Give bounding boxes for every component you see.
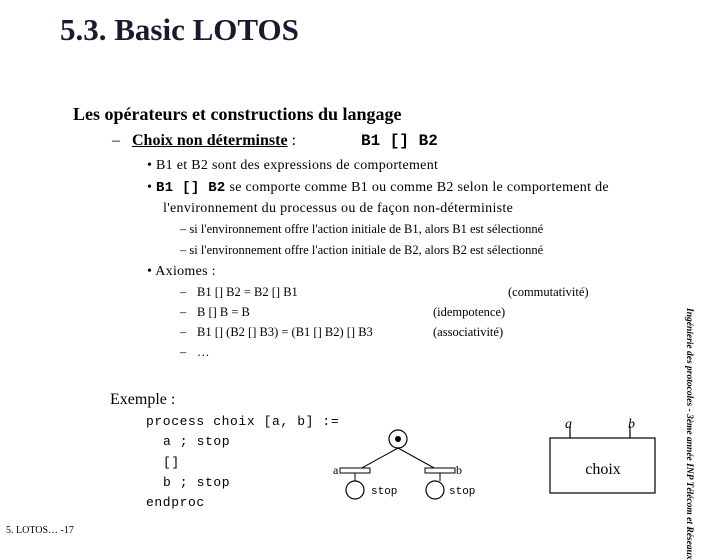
axiom-name: (associativité) xyxy=(433,325,504,339)
axiom-dash: – xyxy=(180,305,187,319)
axiom-expr: B1 [] B2 = B2 [] B1 xyxy=(197,285,298,299)
code-line: b ; stop xyxy=(163,475,231,490)
action-label-b: b xyxy=(456,463,462,477)
action-bar-a xyxy=(340,468,370,473)
bullet-behaviour-text: se comporte comme B1 ou comme B2 selon le comportement de xyxy=(229,180,609,195)
bullet-operator-code: B1 [] B2 xyxy=(156,180,226,196)
axiom-name: (idempotence) xyxy=(433,305,506,319)
axiom-expr: B1 [] (B2 [] B3) = (B1 [] B2) [] B3 xyxy=(197,325,373,339)
axiom-name: (commutativité) xyxy=(508,285,589,299)
section-heading: Les opérateurs et constructions du langage xyxy=(73,104,402,124)
sub-bullet-b1: – si l'environnement offre l'action initiale de B1, alors B1 est sélectionné xyxy=(180,222,544,236)
code-line: [] xyxy=(163,455,180,470)
action-label-a: a xyxy=(333,463,339,477)
code-line: a ; stop xyxy=(163,434,231,449)
axiom-expr: … xyxy=(197,345,210,359)
branch-right xyxy=(398,448,436,469)
footer-page-number: 5. LOTOS… -17 xyxy=(6,525,74,536)
bullet-axioms: • Axiomes : xyxy=(147,264,216,279)
branch-left xyxy=(360,448,398,469)
page-title: 5.3. Basic LOTOS xyxy=(60,12,299,47)
action-bar-b xyxy=(425,468,455,473)
leaf-label-left: stop xyxy=(371,486,398,498)
gate-label-a: a xyxy=(565,417,572,432)
axiom-dash: – xyxy=(180,325,187,339)
code-line: endproc xyxy=(146,495,205,510)
axiom-dash: – xyxy=(180,345,187,359)
leaf-node-right xyxy=(426,481,444,499)
choice-colon: : xyxy=(287,132,297,149)
bullet-expressions: • B1 et B2 sont des expressions de comportement xyxy=(147,158,439,173)
bullet-marker: • xyxy=(147,180,153,195)
axiom-dash: – xyxy=(180,285,187,299)
process-box-label: choix xyxy=(585,461,621,478)
sub-bullet-b2: – si l'environnement offre l'action initiale de B2, alors B2 est sélectionné xyxy=(180,243,544,257)
leaf-label-right: stop xyxy=(449,486,476,498)
code-line: process choix [a, b] := xyxy=(146,414,340,429)
example-label: Exemple : xyxy=(110,391,176,408)
choice-dash: – xyxy=(112,132,120,149)
side-note: Ingénierie des protocoles - 3ème année INP Télécom et Réseaux xyxy=(684,308,694,560)
choice-label: Choix non déterminste xyxy=(132,132,288,149)
bullet-behaviour-cont: l'environnement du processus ou de façon non-déterministe xyxy=(163,201,514,216)
choice-operator: B1 [] B2 xyxy=(361,132,438,150)
leaf-node-left xyxy=(346,481,364,499)
axiom-expr: B [] B = B xyxy=(197,305,250,319)
gate-label-b: b xyxy=(628,417,635,432)
root-node-dot xyxy=(395,436,401,442)
